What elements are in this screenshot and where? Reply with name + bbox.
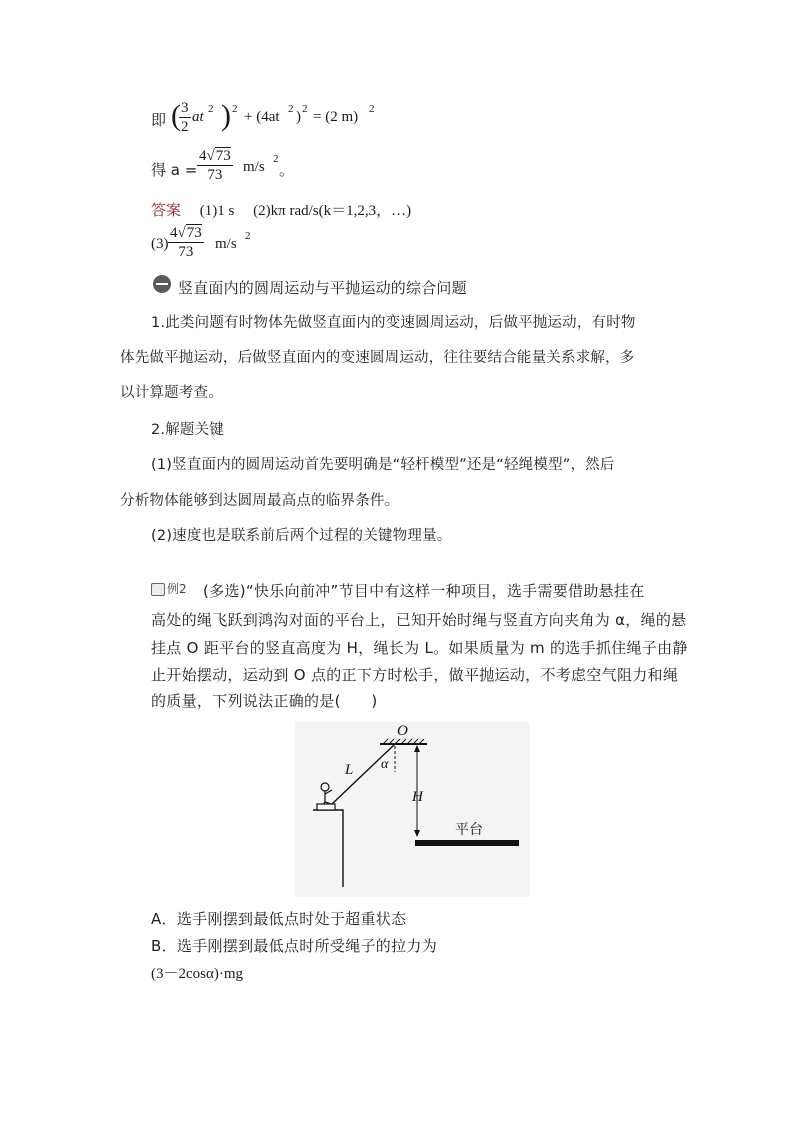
eq1-frac-num: 3 <box>181 100 189 116</box>
label-L: L <box>345 762 354 778</box>
label-platform: 平台 <box>455 822 483 838</box>
equation-2 <box>151 145 351 189</box>
answer-part2: (2)kπ rad/s(k＝1,2,3，…) <box>253 203 412 219</box>
eq1-rest: + (4at <box>244 109 280 125</box>
answer-part1: (1)1 s <box>199 203 235 219</box>
sqrt-icon: √ <box>206 148 215 164</box>
label-alpha: α <box>381 757 389 772</box>
eq1-prefix: 即 <box>151 111 167 129</box>
answer-part3-fraction <box>168 224 204 261</box>
eq1-rest2: ) <box>296 109 301 125</box>
answer-line <box>151 199 411 220</box>
example-line5: 的质量，下列说法正确的是( ) <box>151 692 378 710</box>
platform-block <box>415 840 519 846</box>
answer-part3-unit-exp: 2 <box>245 230 251 242</box>
section-p4: (2)速度也是联系前后两个过程的关键物理量。 <box>151 528 452 544</box>
section-p3-line1: (1)竖直面内的圆周运动首先要明确是“轻杆模型”还是“轻绳模型”，然后 <box>151 457 615 473</box>
pendulum-figure <box>295 722 530 897</box>
eq1-outer-exp: 2 <box>232 103 238 115</box>
equation-1 <box>151 101 411 141</box>
eq1-rhs: = (2 m) <box>313 109 359 125</box>
answer-part3-prefix: (3) <box>151 236 169 252</box>
eq2-unit-exp: 2 <box>273 153 279 165</box>
example-tag <box>151 580 187 597</box>
eq1-term: at <box>192 109 204 125</box>
eq2-denominator: 73 <box>207 167 223 183</box>
section-title: 竖直面内的圆周运动与平抛运动的综合问题 <box>178 279 467 297</box>
answer-part3-numerator <box>168 224 204 243</box>
section-p2: 2.解题关键 <box>151 422 225 438</box>
section-bullet-icon <box>153 275 171 293</box>
eq1-rest-exp: 2 <box>288 103 294 115</box>
eq1-rhs-exp: 2 <box>369 103 375 115</box>
option-b-continued: (3－2cosα)·mg <box>151 966 244 982</box>
eq1-term-exp: 2 <box>208 103 214 115</box>
label-H: H <box>412 789 423 805</box>
eq2-fraction <box>197 147 233 184</box>
section-p1-line1: 1.此类问题有时物体先做竖直面内的变速圆周运动，后做平抛运动，有时物 <box>151 315 636 331</box>
answer-label: 答案 <box>151 201 182 219</box>
eq2-num-radicand: 73 <box>215 148 231 164</box>
eq2-end: 。 <box>279 161 295 179</box>
section-p1-line3: 以计算题考查。 <box>120 385 223 401</box>
eq2-num-coef: 4 <box>199 148 207 164</box>
example-line2: 高处的绳飞跃到鸿沟对面的平台上，已知开始时绳与竖直方向夹角为 α，绳的悬 <box>151 611 687 629</box>
answer-part3-num-coef: 4 <box>170 225 178 241</box>
label-O: O <box>397 723 408 739</box>
answer-part3 <box>151 224 301 268</box>
eq2-numerator <box>197 147 233 166</box>
sqrt-icon: √ <box>177 225 186 241</box>
option-a: A．选手刚摆到最低点时处于超重状态 <box>151 910 407 928</box>
eq1-fraction <box>179 99 191 136</box>
option-b: B．选手刚摆到最低点时所受绳子的拉力为 <box>151 937 437 955</box>
section-p1-line2: 体先做平抛运动，后做竖直面内的变速圆周运动，往往要结合能量关系求解，多 <box>120 350 635 366</box>
example-tag-label: 例2 <box>167 582 187 596</box>
answer-part3-unit: m/s <box>215 236 237 252</box>
eq2-prefix: 得 a = <box>151 161 198 179</box>
hand-icon <box>151 583 165 596</box>
eq1-open-paren: ( <box>171 99 181 132</box>
eq2-unit: m/s <box>243 159 265 175</box>
example-line1: (多选)“快乐向前冲”节目中有这样一种项目，选手需要借助悬挂在 <box>203 582 645 600</box>
example-line3: 挂点 O 距平台的竖直高度为 H，绳长为 L。如果质量为 m 的选手抓住绳子由静 <box>151 639 688 657</box>
eq1-frac-den: 2 <box>181 119 189 135</box>
answer-part3-denominator: 73 <box>178 244 194 260</box>
eq1-rest2-exp: 2 <box>302 103 308 115</box>
example-line4: 止开始摆动，运动到 O 点的正下方时松手，做平抛运动，不考虑空气阻力和绳 <box>151 666 679 684</box>
eq1-close-paren: ) <box>221 99 231 132</box>
section-p3-line2: 分析物体能够到达圆周最高点的临界条件。 <box>120 493 400 509</box>
answer-part3-radicand: 73 <box>186 225 202 241</box>
